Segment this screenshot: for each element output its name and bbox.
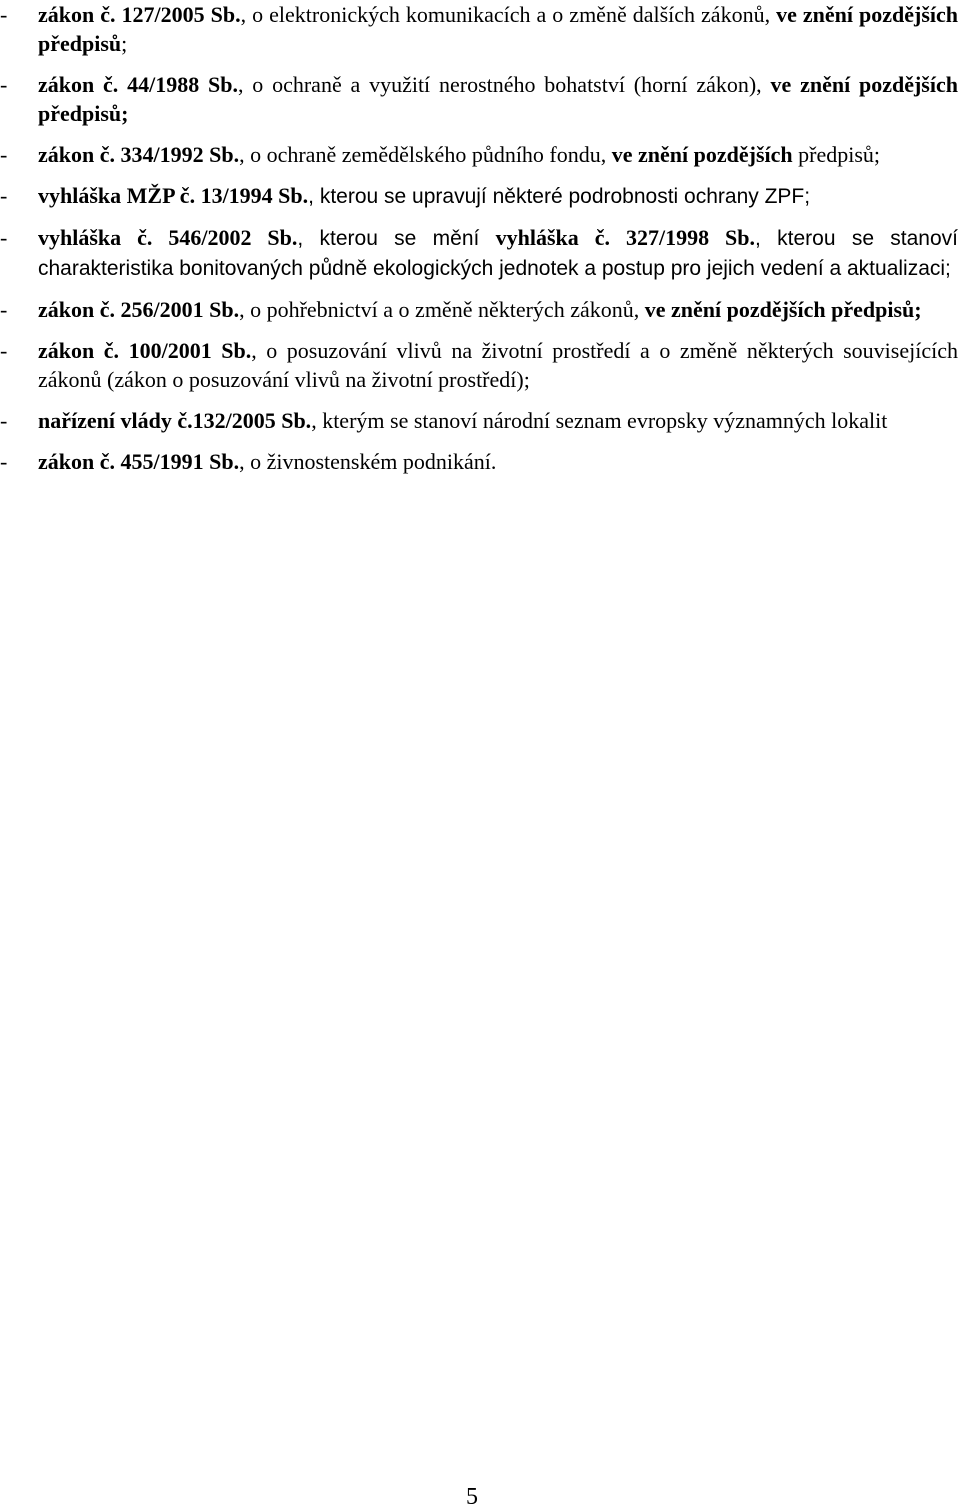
- law-description: , o pohřebnictví a o změně některých zákonů,: [239, 297, 645, 322]
- list-item: [0, 0, 958, 58]
- list-bullet: -: [0, 408, 8, 433]
- law-reference: vyhláška č. 546/2002 Sb.: [38, 225, 298, 250]
- amended-law-reference: vyhláška č. 327/1998 Sb.: [495, 225, 756, 250]
- list-bullet: -: [0, 225, 8, 250]
- list-item: [0, 140, 958, 169]
- list-item: [0, 295, 958, 324]
- law-description-tail: předpisů;: [792, 142, 881, 167]
- list-item: [0, 447, 958, 476]
- punctuation: ;: [121, 31, 128, 56]
- law-description: , o elektronických komunikacích a o změně dalších zákonů,: [240, 2, 777, 27]
- law-description: , kterou se mění: [297, 227, 496, 250]
- list-item: [0, 223, 958, 283]
- amendment-note: ve znění pozdějších předpisů;: [644, 297, 922, 322]
- list-bullet: -: [0, 2, 8, 27]
- law-description: , o ochraně a využití nerostného bohatství (horní zákon),: [237, 72, 771, 97]
- list-bullet: -: [0, 449, 8, 474]
- list-bullet: -: [0, 183, 8, 208]
- law-reference: nařízení vlády č.132/2005 Sb.: [38, 408, 312, 433]
- list-bullet: -: [0, 338, 8, 363]
- law-reference: zákon č. 44/1988 Sb.: [38, 72, 238, 97]
- law-description: , o posuzování vlivů na životní prostředí a o změně některých souvisejících zákonů (zákon o posuzování vlivů na životní prostředí);: [38, 338, 958, 392]
- list-item: [0, 181, 958, 211]
- law-reference: zákon č. 100/2001 Sb.: [38, 338, 252, 363]
- law-reference: zákon č. 334/1992 Sb.: [38, 142, 240, 167]
- list-item: [0, 406, 958, 435]
- list-item: [0, 336, 958, 394]
- law-reference: zákon č. 455/1991 Sb.: [38, 449, 240, 474]
- legislation-list: [0, 0, 958, 476]
- law-reference: zákon č. 127/2005 Sb.: [38, 2, 241, 27]
- amendment-note: ve znění pozdějších předpisů: [38, 2, 958, 56]
- list-item: [0, 70, 958, 128]
- law-description: , o živnostenském podnikání.: [239, 449, 497, 474]
- law-description: , o ochraně zemědělského půdního fondu,: [239, 142, 612, 167]
- law-reference: zákon č. 256/2001 Sb.: [38, 297, 240, 322]
- list-bullet: -: [0, 297, 8, 322]
- amendment-note: ve znění pozdějších předpisů;: [38, 72, 958, 126]
- page-number: 5: [466, 1484, 478, 1510]
- list-bullet: -: [0, 142, 8, 167]
- law-description-tail: , kterou se stanoví charakteristika bonitovaných půdně ekologických jednotek a postup pro jejich vedení a aktualizaci;: [38, 227, 959, 280]
- law-description: , kterou se upravují některé podrobnosti ochrany ZPF;: [308, 185, 811, 208]
- amendment-note: ve znění pozdějších: [611, 142, 793, 167]
- law-reference: vyhláška MŽP č. 13/1994 Sb.: [38, 183, 309, 208]
- law-description: , kterým se stanoví národní seznam evropsky významných lokalit: [311, 408, 888, 433]
- list-bullet: -: [0, 72, 8, 97]
